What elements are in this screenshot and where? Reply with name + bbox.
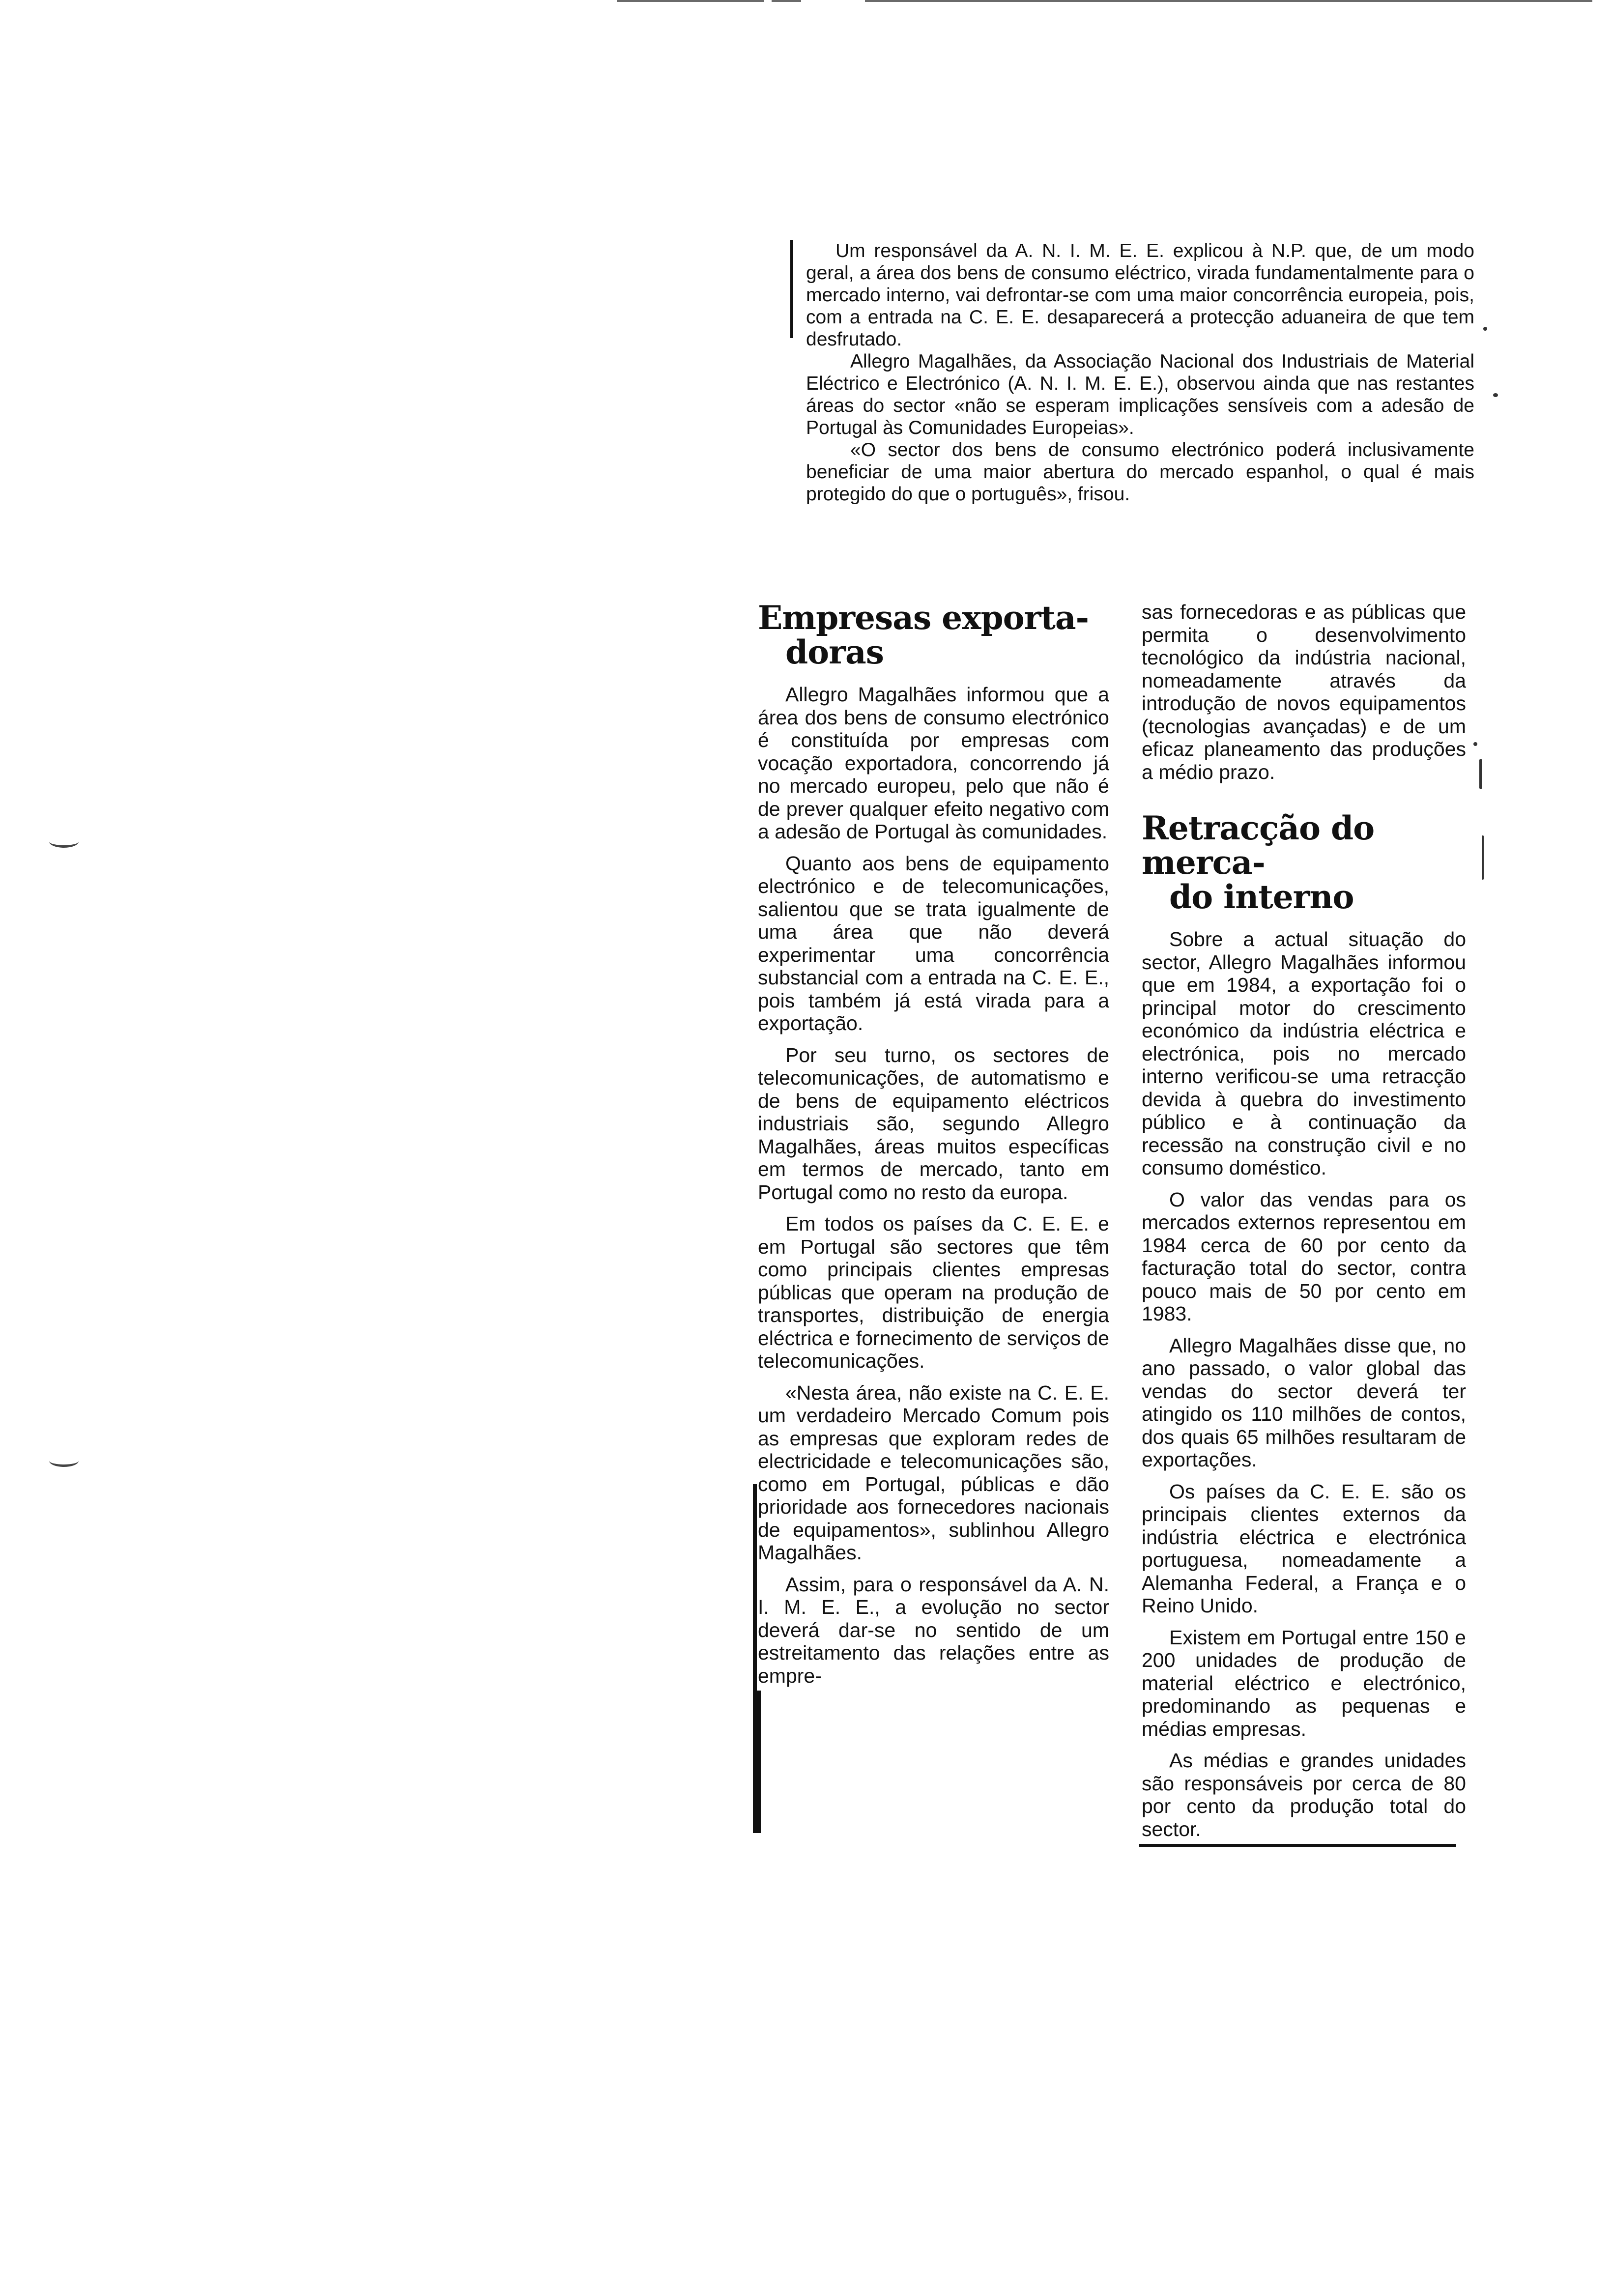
scan-edge-line (772, 0, 801, 2)
intro-text-block (806, 240, 1474, 505)
heading-line: doras (785, 633, 884, 671)
scan-speck (1479, 759, 1482, 789)
intro-paragraph: Um responsável da A. N. I. M. E. E. explicou à N.P. que, de um modo geral, a área dos bens de consumo eléctrico, virada fundamentalmente para o mercado interno, vai defrontar-se com uma maior concorrência europeia, pois, com a entrada na C. E. E. desaparecerá a protecção aduaneira de que tem desfrutado. (806, 240, 1474, 350)
section-heading-retraccao-mercado-interno (1142, 811, 1466, 914)
scan-speck (1483, 327, 1487, 331)
article-end-rule (1139, 1844, 1456, 1847)
intro-clipping-rule (790, 240, 793, 338)
margin-punch-mark (49, 835, 79, 848)
heading-line: Retracção do merca- (1142, 809, 1375, 882)
scan-speck (1473, 742, 1477, 746)
body-paragraph: Quanto aos bens de equipamento electrónico e de telecomunicações, salientou que se trata igualmente de uma área que não deverá experimentar uma concorrência substancial com a entrada na C. E. E., pois também já está virada para a exportação. (758, 852, 1109, 1034)
body-paragraph: As médias e grandes unidades são responsáveis por cerca de 80 por cento da produção total do sector. (1142, 1749, 1466, 1840)
body-paragraph: Assim, para o responsável da A. N. I. M. E. E., a evolução no sector deverá dar-se no sentido de um estreitamento das relações entre as empre- (758, 1573, 1109, 1687)
body-paragraph: O valor das vendas para os mercados externos representou em 1984 cerca de 60 por cento da facturação total do sector, contra pouco mais de 50 por cento em 1983. (1142, 1188, 1466, 1325)
body-paragraph: Os países da C. E. E. são os principais clientes externos da indústria eléctrica e electrónica portuguesa, nomeadamente a Alemanha Federal, a França e o Reino Unido. (1142, 1480, 1466, 1617)
section-heading-empresas-exportadoras (758, 601, 1109, 669)
body-paragraph: Em todos os países da C. E. E. e em Portugal são sectores que têm como principais clientes empresas públicas que operam na produção de transportes, distribuição de energia eléctrica e fornecimento de serviços de telecomunicações. (758, 1212, 1109, 1372)
body-paragraph: Existem em Portugal entre 150 e 200 unidades de produção de material eléctrico e electrónico, predominando as pequenas e médias empresas. (1142, 1626, 1466, 1740)
intro-paragraph: «O sector dos bens de consumo electrónico poderá inclusivamente beneficiar de uma maior abertura do mercado espanhol, o qual é mais protegido do que o português», frisou. (806, 439, 1474, 505)
scan-edge-line (617, 0, 764, 2)
heading-line: Empresas exporta- (758, 599, 1089, 637)
body-paragraph: «Nesta área, não existe na C. E. E. um verdadeiro Mercado Comum pois as empresas que exploram redes de electricidade e telecomunicações são, como em Portugal, públicas e dão prioridade aos fornecedores nacionais de equipamentos», sublinhou Allegro Magalhães. (758, 1381, 1109, 1564)
body-paragraph: Sobre a actual situação do sector, Allegro Magalhães informou que em 1984, a exportação foi o principal motor do crescimento económico da indústria eléctrica e electrónica, pois no mercado interno verificou-se uma retracção devida à quebra do investimento público e à continuação da recessão na construção civil e no consumo doméstico. (1142, 928, 1466, 1179)
column-clipping-rule (755, 1691, 761, 1833)
intro-paragraph: Allegro Magalhães, da Associação Nacional dos Industriais de Material Eléctrico e Electrónico (A. N. I. M. E. E.), observou ainda que nas restantes áreas do sector «não se esperam implicações sensíveis com a adesão de Portugal às Comunidades Europeias». (806, 351, 1474, 438)
continued-paragraph: sas fornecedoras e as públicas que permita o desenvolvimento tecnológico da indústria nacional, nomeadamente através da introdução de novos equipamentos (tecnologias avançadas) e de um eficaz planeamento das produções a médio prazo. (1142, 601, 1466, 783)
article-column-right (1142, 601, 1466, 1849)
scan-edge-line (865, 0, 1592, 2)
body-paragraph: Por seu turno, os sectores de telecomunicações, de automatismo e de bens de equipamento eléctricos industriais são, segundo Allegro Magalhães, áreas muitos específicas em termos de mercado, tanto em Portugal como no resto da europa. (758, 1043, 1109, 1204)
article-column-left (758, 601, 1109, 1696)
body-paragraph: Allegro Magalhães informou que a área dos bens de consumo electrónico é constituída por empresas com vocação exportadora, concorrendo já no mercado europeu, pelo que não é de prever qualquer efeito negativo com a adesão de Portugal às comunidades. (758, 683, 1109, 843)
heading-line: do interno (1169, 878, 1354, 916)
scan-speck (1493, 393, 1498, 397)
scan-speck (1482, 835, 1484, 880)
margin-punch-mark (49, 1455, 79, 1467)
body-paragraph: Allegro Magalhães disse que, no ano passado, o valor global das vendas do sector deverá ter atingido os 110 milhões de contos, dos quais 65 milhões resultaram de exportações. (1142, 1334, 1466, 1471)
